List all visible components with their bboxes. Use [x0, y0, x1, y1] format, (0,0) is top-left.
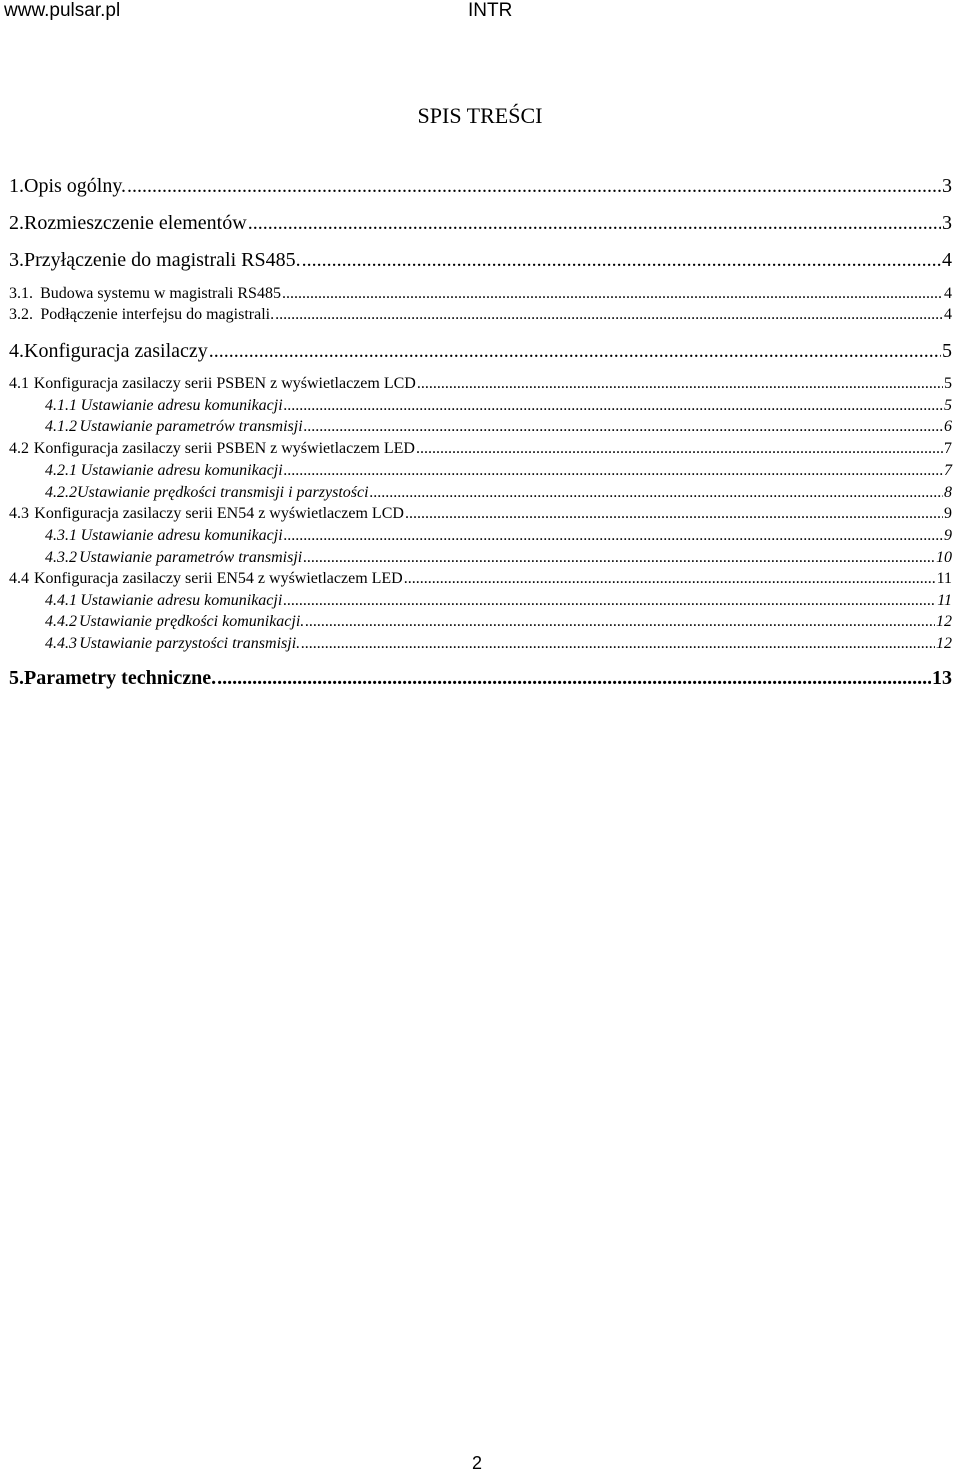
- toc-entry-number: 4.4.1: [45, 592, 77, 609]
- toc-entry-4-1-2[interactable]: [45, 417, 952, 437]
- toc-entry-title: Parametry techniczne.: [24, 667, 217, 689]
- toc-leader: [282, 284, 943, 304]
- toc-leader: [405, 504, 943, 524]
- toc-entry-number: 4.4.3: [45, 635, 77, 652]
- toc-entry-number: 4.: [9, 340, 24, 362]
- toc-leader: [304, 417, 943, 437]
- toc-entry-page: 4: [944, 285, 952, 302]
- toc-entry-4-2-1[interactable]: [45, 461, 952, 481]
- toc-leader: [209, 339, 941, 363]
- toc-entry-title: Konfiguracja zasilaczy: [24, 340, 208, 362]
- toc-entry-title: Ustawianie parametrów transmisji: [79, 549, 303, 566]
- toc-entry-4-2[interactable]: [9, 439, 952, 459]
- toc-entry-4-4-2[interactable]: [45, 612, 952, 632]
- toc-entry-number: 4.3.2: [45, 549, 77, 566]
- toc-entry-4-4-1[interactable]: [45, 591, 952, 611]
- toc-entry-title: Ustawianie adresu komunikacji: [80, 527, 283, 544]
- toc-entry-4-4-3[interactable]: [45, 634, 952, 654]
- toc-leader: [404, 569, 936, 589]
- toc-entry-4-1[interactable]: [9, 374, 952, 394]
- page-number: 2: [472, 1453, 483, 1473]
- toc-leader: [417, 374, 943, 394]
- toc-entry-number: 3.: [9, 249, 24, 271]
- toc-entry-1[interactable]: [9, 174, 952, 198]
- toc-entry-title: Rozmieszczenie elementów: [24, 212, 247, 234]
- toc-leader: [302, 248, 941, 272]
- toc-leader: [284, 396, 943, 416]
- toc-entry-2[interactable]: [9, 211, 952, 235]
- toc-entry-title: Ustawianie parzystości transmisji.: [79, 635, 301, 652]
- toc-leader: [416, 439, 943, 459]
- toc-leader: [370, 483, 943, 503]
- page-header: [0, 0, 960, 24]
- toc-entry-page: 9: [944, 505, 952, 522]
- toc-entry-title: Budowa systemu w magistrali RS485: [40, 285, 281, 302]
- toc-leader: [305, 612, 935, 632]
- toc-entry-number: 4.2.2: [45, 484, 77, 501]
- page-title: SPIS TREŚCI: [417, 103, 543, 128]
- toc-leader: [127, 174, 941, 198]
- toc-entry-3-2[interactable]: [9, 305, 952, 325]
- toc-leader: [284, 461, 943, 481]
- toc-entry-page: 11: [936, 570, 952, 587]
- toc-entry-page: 3: [942, 212, 952, 234]
- toc-entry-3[interactable]: [9, 248, 952, 272]
- toc-entry-title: Ustawianie prędkości transmisji i parzystości: [77, 484, 369, 501]
- toc-entry-number: 4.1.1: [45, 397, 77, 414]
- toc-leader: [303, 548, 935, 568]
- toc-entry-number: 4.1.2: [45, 418, 77, 435]
- toc-entry-title: Konfiguracja zasilaczy serii PSBEN z wyświetlaczem LCD: [33, 375, 416, 392]
- toc-entry-title: Ustawianie adresu komunikacji: [80, 397, 283, 414]
- toc-entry-title: Konfiguracja zasilaczy serii EN54 z wyświetlaczem LED: [34, 570, 403, 587]
- toc-entry-4-2-2[interactable]: [45, 483, 952, 503]
- toc-entry-4-4[interactable]: [9, 569, 952, 589]
- toc-entry-title: Ustawianie prędkości komunikacji.: [79, 613, 305, 630]
- toc-entry-page: 9: [944, 527, 952, 544]
- toc-entry-4[interactable]: [9, 339, 952, 363]
- toc-entry-page: 7: [944, 440, 952, 457]
- toc-entry-page: 5: [944, 375, 952, 392]
- toc-entry-5[interactable]: [9, 666, 952, 690]
- toc-entry-page: 12: [936, 613, 952, 630]
- toc-entry-4-3-1[interactable]: [45, 526, 952, 546]
- toc-entry-number: 2.: [9, 212, 24, 234]
- toc-entry-title: Opis ogólny.: [24, 175, 127, 197]
- toc-entry-page: 8: [944, 484, 952, 501]
- toc-entry-title: Konfiguracja zasilaczy serii PSBEN z wyświetlaczem LED: [33, 440, 415, 457]
- website-link[interactable]: www.pulsar.pl: [4, 0, 121, 21]
- toc-entry-title: Podłączenie interfejsu do magistrali.: [40, 306, 275, 323]
- toc-entry-number: 3.1.: [9, 285, 33, 302]
- toc-entry-title: Ustawianie adresu komunikacji: [80, 462, 283, 479]
- toc-entry-number: 4.4: [9, 570, 29, 587]
- toc-entry-page: 3: [942, 175, 952, 197]
- toc-entry-page: 12: [936, 635, 952, 652]
- toc-entry-page: 7: [944, 462, 952, 479]
- toc-entry-page: 10: [936, 549, 952, 566]
- toc-entry-3-1[interactable]: [9, 284, 952, 304]
- toc-entry-4-3[interactable]: [9, 504, 952, 524]
- toc-entry-page: 5: [944, 397, 952, 414]
- toc-leader: [301, 634, 935, 654]
- toc-leader: [275, 305, 943, 325]
- toc-entry-number: 4.3.1: [45, 527, 77, 544]
- toc-entry-page: 5: [942, 340, 952, 362]
- toc-entry-number: 5.: [9, 667, 24, 689]
- toc-entry-4-3-2[interactable]: [45, 548, 952, 568]
- toc-entry-page: 13: [932, 667, 952, 689]
- toc-entry-title: Konfiguracja zasilaczy serii EN54 z wyświetlaczem LCD: [34, 505, 404, 522]
- toc-entry-4-1-1[interactable]: [45, 396, 952, 416]
- toc-entry-page: 6: [944, 418, 952, 435]
- toc-entry-title: Ustawianie parametrów transmisji: [79, 418, 303, 435]
- toc-leader: [283, 591, 936, 611]
- toc-entry-number: 4.3: [9, 505, 29, 522]
- toc-entry-number: 4.4.2: [45, 613, 77, 630]
- document-code: INTR: [468, 0, 513, 21]
- toc-entry-title: Ustawianie adresu komunikacji: [80, 592, 283, 609]
- toc-leader: [217, 666, 931, 690]
- toc-entry-number: 4.2: [9, 440, 29, 457]
- toc-entry-number: 1.: [9, 175, 24, 197]
- toc-entry-number: 3.2.: [9, 306, 33, 323]
- toc-leader: [284, 526, 943, 546]
- toc-entry-page: 4: [942, 249, 952, 271]
- toc-entry-number: 4.2.1: [45, 462, 77, 479]
- toc-leader: [248, 211, 941, 235]
- toc-entry-page: 4: [944, 306, 952, 323]
- toc-entry-page: 11: [937, 592, 952, 609]
- toc-entry-number: 4.1: [9, 375, 29, 392]
- toc-entry-title: Przyłączenie do magistrali RS485.: [24, 249, 301, 271]
